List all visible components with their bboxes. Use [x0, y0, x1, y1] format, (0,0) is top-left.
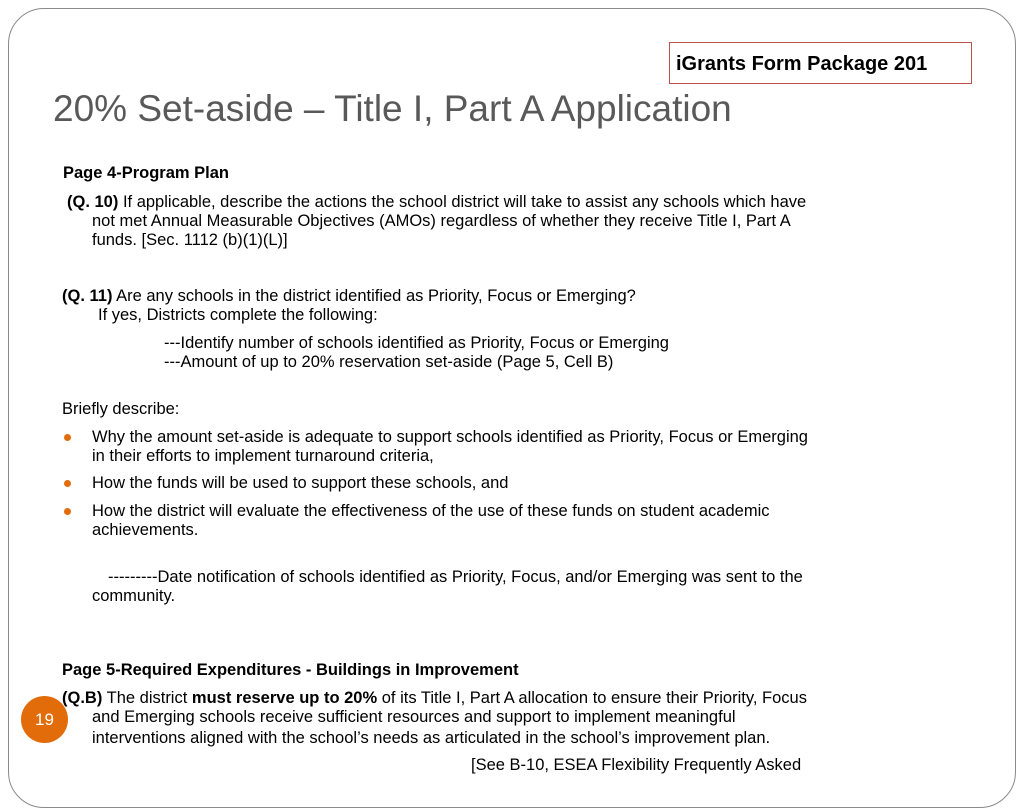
q10-label: (Q. 10) [67, 193, 119, 211]
slide-title: 20% Set-aside – Title I, Part A Application [53, 88, 732, 129]
q11-sub1: ---Identify number of schools identified as Priority, Focus or Emerging [164, 334, 669, 352]
qb-post: of its Title I, Part A allocation to ensure their Priority, Focus [381, 689, 807, 707]
q10-line2: not met Annual Measurable Objectives (AMOs) regardless of whether they receive Title I, Part A [92, 212, 791, 230]
qb-emphasis: must reserve up to 20% [191, 689, 378, 707]
page-number-badge [21, 696, 68, 743]
q11-text: Are any schools in the district identified as Priority, Focus or Emerging? [116, 287, 636, 305]
q10-line3: funds. [Sec. 1112 (b)(1)(L)] [92, 231, 288, 249]
bullet-dot-3 [64, 508, 71, 515]
date-notification-line2: community. [92, 587, 176, 605]
q11-line1 [62, 287, 636, 306]
package-label: iGrants Form Package 201 [676, 53, 928, 75]
qb-line2: and Emerging schools receive sufficient resources and support to implement meaningful [92, 708, 736, 726]
bullet-1-line2: in their efforts to implement turnaround criteria, [92, 447, 434, 465]
date-notification-line1: ---------Date notification of schools identified as Priority, Focus, and/or Emerging was sent to the [108, 568, 803, 586]
q11-label: (Q. 11) [62, 287, 113, 305]
qb-line3: interventions aligned with the school’s needs as articulated in the school’s improvement plan. [92, 729, 771, 747]
qb-line1 [62, 689, 807, 708]
bullet-3-line1: How the district will evaluate the effectiveness of the use of these funds on student academic [92, 502, 770, 520]
qb-reference: [See B-10, ESEA Flexibility Frequently Asked [471, 756, 802, 774]
bullet-dot-2 [64, 480, 71, 487]
q10-text: If applicable, describe the actions the school district will take to assist any schools which have [122, 193, 807, 211]
section-heading-page5: Page 5-Required Expenditures - Buildings in Improvement [62, 661, 519, 679]
q10-line1 [67, 193, 806, 212]
q11-sub2: ---Amount of up to 20% reservation set-aside (Page 5, Cell B) [164, 353, 614, 371]
qb-pre: The district [106, 689, 188, 707]
bullet-2-line1: How the funds will be used to support these schools, and [92, 474, 509, 492]
bullet-3-line2: achievements. [92, 521, 199, 539]
qb-label: (Q.B) [62, 689, 103, 707]
bullet-1-line1: Why the amount set-aside is adequate to support schools identified as Priority, Focus or Emerging [92, 428, 808, 446]
section-heading-page4: Page 4-Program Plan [63, 164, 229, 182]
bullet-dot-1 [64, 434, 71, 441]
briefly-describe: Briefly describe: [62, 400, 180, 418]
q11-line2: If yes, Districts complete the following: [98, 306, 378, 324]
page-number: 19 [35, 709, 54, 729]
